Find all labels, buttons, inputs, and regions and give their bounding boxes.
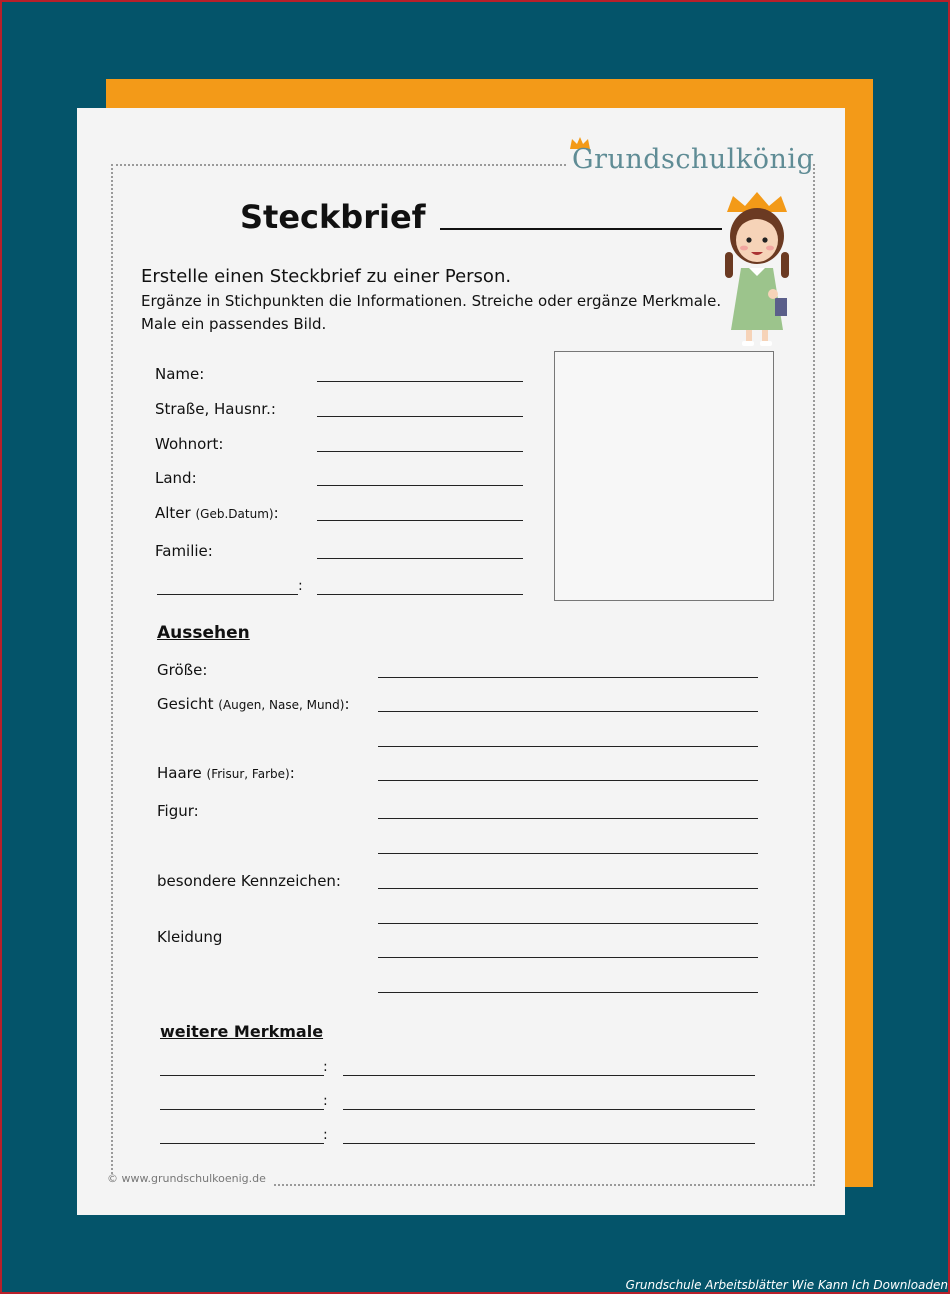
label-land: Land: [155, 469, 197, 487]
label-groesse: Größe: [157, 661, 208, 679]
page-title: Steckbrief [240, 198, 426, 236]
answer-line-haare[interactable] [378, 780, 758, 781]
answer-line-kennzeichen-1[interactable] [378, 888, 758, 889]
answer-line-kennzeichen-2[interactable] [378, 923, 758, 924]
answer-line-figur-2[interactable] [378, 853, 758, 854]
label-haare: Haare (Frisur, Farbe): [157, 764, 295, 782]
label-strasse: Straße, Hausnr.: [155, 400, 276, 418]
answer-line-weitere-1[interactable] [343, 1075, 755, 1076]
answer-line-kleidung-2[interactable] [378, 992, 758, 993]
custom-label-line-2[interactable] [160, 1109, 324, 1110]
label-gesicht: Gesicht (Augen, Nase, Mund): [157, 695, 350, 713]
answer-line-land[interactable] [317, 485, 523, 486]
answer-line-gesicht-2[interactable] [378, 746, 758, 747]
answer-line-alter[interactable] [317, 520, 523, 521]
custom-colon: : [298, 578, 303, 594]
custom-label-line[interactable] [157, 594, 298, 595]
colon-2: : [323, 1093, 328, 1109]
label-figur: Figur: [157, 802, 199, 820]
drawing-box[interactable] [554, 351, 774, 601]
instruction-line-1: Erstelle einen Steckbrief zu einer Person. [141, 266, 512, 287]
answer-line-custom[interactable] [317, 594, 523, 595]
worksheet-page [77, 108, 845, 1215]
label-familie: Familie: [155, 542, 213, 560]
section-aussehen: Aussehen [157, 623, 250, 643]
answer-line-weitere-2[interactable] [343, 1109, 755, 1110]
title-blank-line[interactable] [440, 228, 722, 230]
title-row [240, 198, 722, 236]
answer-line-wohnort[interactable] [317, 451, 523, 452]
answer-line-familie[interactable] [317, 558, 523, 559]
label-alter: Alter (Geb.Datum): [155, 504, 279, 522]
answer-line-figur-1[interactable] [378, 818, 758, 819]
brand-logo: Grundschulkönig [572, 144, 815, 175]
instructions [141, 264, 721, 336]
custom-label-line-3[interactable] [160, 1143, 324, 1144]
colon-1: : [323, 1059, 328, 1075]
instruction-line-3: Male ein passendes Bild. [141, 315, 327, 333]
answer-line-weitere-3[interactable] [343, 1143, 755, 1144]
label-kennzeichen: besondere Kennzeichen: [157, 872, 341, 890]
answer-line-kleidung-1[interactable] [378, 957, 758, 958]
footer-url: © www.grundschulkoenig.de [107, 1172, 266, 1185]
answer-line-name[interactable] [317, 381, 523, 382]
answer-line-gesicht-1[interactable] [378, 711, 758, 712]
label-name: Name: [155, 365, 205, 383]
image-caption: Grundschule Arbeitsblätter Wie Kann Ich Downloaden [625, 1278, 948, 1292]
girl-with-crown-illustration [719, 190, 795, 350]
section-weitere-merkmale: weitere Merkmale [160, 1022, 324, 1041]
answer-line-groesse[interactable] [378, 677, 758, 678]
colon-3: : [323, 1127, 328, 1143]
custom-label-line-1[interactable] [160, 1075, 324, 1076]
answer-line-strasse[interactable] [317, 416, 523, 417]
instruction-line-2: Ergänze in Stichpunkten die Informationen. Streiche oder ergänze Merkmale. [141, 292, 722, 310]
label-kleidung: Kleidung [157, 928, 223, 946]
label-wohnort: Wohnort: [155, 435, 224, 453]
